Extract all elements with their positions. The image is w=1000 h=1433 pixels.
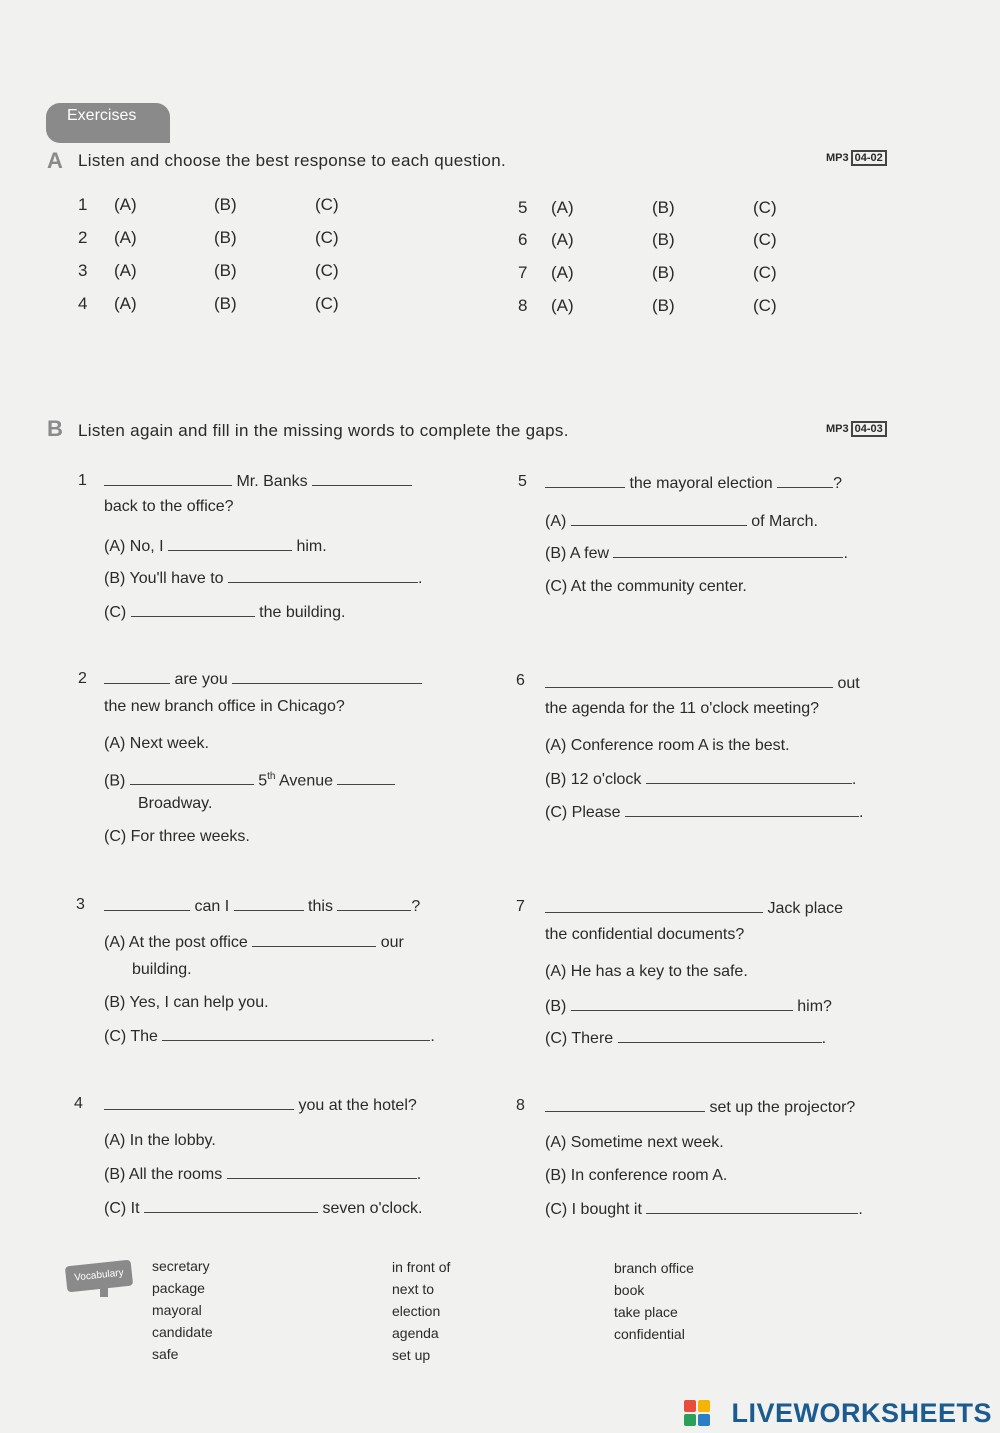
question-2-number: 2 — [78, 670, 87, 687]
opt-text: (C) I bought it — [545, 1201, 642, 1218]
vocab-word: in front of — [392, 1259, 451, 1275]
question-1-number: 1 — [78, 472, 87, 489]
question-5-option-c: (C) At the community center. — [545, 578, 747, 595]
question-5-option-b — [545, 543, 848, 564]
q-text: ? — [833, 475, 842, 492]
option-a[interactable]: (A) — [114, 294, 137, 313]
blank[interactable] — [227, 1164, 417, 1179]
opt-text: of March. — [751, 513, 818, 530]
vocabulary-badge: Vocabulary — [65, 1260, 133, 1293]
row-number: 4 — [78, 294, 88, 313]
row-number: 1 — [78, 195, 88, 214]
blank[interactable] — [777, 473, 833, 488]
question-2-line-1 — [104, 669, 422, 690]
blank[interactable] — [162, 1026, 430, 1041]
question-1-line-2: back to the office? — [104, 498, 234, 515]
question-1-option-a — [104, 536, 327, 557]
question-8-option-c — [545, 1199, 863, 1220]
question-5-line-1 — [545, 473, 842, 494]
blank[interactable] — [571, 511, 747, 526]
opt-text: (C) It — [104, 1200, 140, 1217]
vocab-word: safe — [152, 1346, 179, 1362]
question-2-option-b — [104, 767, 395, 791]
superscript: th — [267, 771, 276, 782]
section-a-title: Listen and choose the best response to each question. — [78, 151, 506, 170]
opt-text: (B) A few — [545, 545, 610, 562]
opt-text: (A) — [545, 513, 567, 530]
blank[interactable] — [234, 896, 304, 911]
blank[interactable] — [252, 932, 376, 947]
question-7-line-2: the confidential documents? — [545, 926, 745, 943]
question-2-line-2: the new branch office in Chicago? — [104, 698, 345, 715]
question-3-option-c — [104, 1026, 435, 1047]
blank[interactable] — [232, 669, 422, 684]
question-6-option-b — [545, 769, 856, 790]
option-a[interactable]: (A) — [114, 228, 137, 247]
blank[interactable] — [625, 802, 859, 817]
row-number: 3 — [78, 261, 88, 280]
question-8-number: 8 — [516, 1097, 525, 1114]
vocabulary-column-1 — [152, 1255, 213, 1365]
section-b-letter: B — [47, 416, 63, 441]
vocab-word: secretary — [152, 1258, 210, 1274]
blank[interactable] — [131, 602, 255, 617]
vocab-word: confidential — [614, 1326, 685, 1342]
opt-text: (B) All the rooms — [104, 1166, 223, 1183]
question-4-option-a: (A) In the lobby. — [104, 1132, 216, 1149]
question-8-option-b: (B) In conference room A. — [545, 1167, 728, 1184]
question-1-option-b — [104, 568, 422, 589]
opt-text: . — [418, 570, 423, 587]
opt-text: (A) At the post office — [104, 934, 248, 951]
section-b-title: Listen again and fill in the missing words to complete the gaps. — [78, 421, 569, 440]
question-7-option-b — [545, 996, 832, 1017]
blank[interactable] — [104, 669, 170, 684]
question-6-line-1 — [545, 673, 860, 694]
option-b[interactable]: (B) — [214, 228, 237, 247]
option-c[interactable]: (C) — [315, 228, 339, 247]
blank[interactable] — [545, 473, 625, 488]
question-4-number: 4 — [74, 1095, 83, 1112]
option-b[interactable]: (B) — [652, 296, 675, 315]
option-b[interactable]: (B) — [214, 195, 237, 214]
opt-text: . — [821, 1030, 827, 1047]
row-number: 2 — [78, 228, 88, 247]
blank[interactable] — [104, 471, 232, 486]
vocabulary-column-2 — [392, 1256, 450, 1366]
option-b[interactable]: (B) — [214, 261, 237, 280]
section-a-audio-label — [826, 152, 887, 164]
vocab-word: election — [392, 1303, 441, 1319]
vocab-word: package — [152, 1280, 205, 1296]
question-3-option-a-cont: building. — [132, 961, 192, 978]
option-a[interactable]: (A) — [114, 195, 137, 214]
question-5-number: 5 — [518, 473, 527, 490]
vocab-word: take place — [614, 1304, 678, 1320]
blank[interactable] — [545, 898, 763, 913]
mp3-prefix: MP3 — [826, 423, 849, 435]
opt-text: . — [858, 1201, 863, 1218]
blank[interactable] — [168, 536, 292, 551]
question-1-line-1 — [104, 471, 412, 492]
q-text: this — [308, 898, 333, 915]
option-a[interactable]: (A) — [114, 261, 137, 280]
question-1-option-c — [104, 602, 345, 623]
option-c[interactable]: (C) — [315, 261, 339, 280]
q-text: ? — [411, 898, 421, 915]
liveworksheets-logo-icon — [684, 1400, 710, 1426]
blank[interactable] — [545, 1097, 705, 1112]
blank[interactable] — [312, 471, 412, 486]
q-text: the mayoral election — [629, 475, 773, 492]
question-7-line-1 — [545, 898, 843, 919]
mp3-track: 04-02 — [851, 150, 887, 166]
opt-text: our — [380, 934, 404, 951]
opt-text: (B) — [545, 998, 567, 1015]
logo-square-icon — [684, 1400, 696, 1412]
question-3-option-b: (B) Yes, I can help you. — [104, 994, 269, 1011]
q-text: can I — [194, 898, 230, 915]
opt-text: (C) There — [545, 1030, 614, 1047]
question-4-option-b — [104, 1164, 421, 1185]
blank[interactable] — [646, 769, 852, 784]
mp3-prefix: MP3 — [826, 152, 849, 164]
vocab-word: candidate — [152, 1324, 213, 1340]
vocab-word: agenda — [392, 1325, 439, 1341]
blank[interactable] — [337, 770, 395, 785]
q-text: set up the projector? — [709, 1099, 856, 1116]
question-5-option-a — [545, 511, 818, 532]
question-4-line-1 — [104, 1095, 417, 1116]
opt-text: him. — [296, 538, 327, 555]
question-7-option-c — [545, 1028, 826, 1049]
opt-text: Avenue — [279, 772, 334, 790]
option-c[interactable]: (C) — [315, 294, 339, 313]
logo-square-icon — [698, 1414, 710, 1426]
opt-text: . — [430, 1028, 435, 1045]
opt-text: (A) No, I — [104, 538, 164, 555]
logo-square-icon — [698, 1400, 710, 1412]
opt-text: him? — [797, 998, 832, 1015]
option-a[interactable]: (A) — [551, 230, 574, 249]
row-number: 6 — [518, 230, 528, 249]
question-2-option-c: (C) For three weeks. — [104, 828, 250, 845]
q-text: Mr. Banks — [236, 473, 308, 490]
blank[interactable] — [104, 896, 190, 911]
option-c[interactable]: (C) — [753, 198, 777, 217]
question-7-option-a: (A) He has a key to the safe. — [545, 963, 748, 980]
question-7-number: 7 — [516, 898, 525, 915]
row-number: 7 — [518, 263, 528, 282]
opt-text: seven o'clock. — [322, 1200, 423, 1217]
question-2-option-b-cont: Broadway. — [138, 795, 213, 812]
question-8-line-1 — [545, 1097, 855, 1118]
blank[interactable] — [228, 568, 418, 583]
q-text: out — [837, 675, 860, 692]
opt-text: (B) You'll have to — [104, 570, 224, 587]
option-b[interactable]: (B) — [652, 263, 675, 282]
vocab-word: next to — [392, 1281, 435, 1297]
blank[interactable] — [613, 543, 843, 558]
question-6-line-2: the agenda for the 11 o'clock meeting? — [545, 700, 820, 717]
opt-text: 5 — [258, 772, 268, 790]
blank[interactable] — [130, 770, 254, 785]
vocab-word: branch office — [614, 1260, 694, 1276]
option-a[interactable]: (A) — [551, 198, 574, 217]
question-4-option-c — [104, 1198, 422, 1219]
opt-text: (B) — [104, 772, 126, 790]
logo-square-icon — [684, 1414, 696, 1426]
blank[interactable] — [545, 673, 833, 688]
blank[interactable] — [104, 1095, 294, 1110]
option-b[interactable]: (B) — [652, 198, 675, 217]
vocab-word: mayoral — [152, 1302, 202, 1318]
vocabulary-column-3 — [614, 1257, 694, 1345]
question-8-option-a: (A) Sometime next week. — [545, 1134, 724, 1151]
blank[interactable] — [337, 896, 411, 911]
question-6-number: 6 — [516, 672, 525, 689]
question-2-option-a: (A) Next week. — [104, 735, 209, 752]
vocab-word: set up — [392, 1347, 431, 1363]
option-b[interactable]: (B) — [214, 294, 237, 313]
blank[interactable] — [144, 1198, 318, 1213]
q-text: Jack place — [767, 900, 844, 917]
option-b[interactable]: (B) — [652, 230, 675, 249]
blank[interactable] — [646, 1199, 858, 1214]
mp3-track: 04-03 — [851, 421, 887, 437]
vocab-word: book — [614, 1282, 645, 1298]
opt-text: . — [843, 545, 848, 562]
q-text: you at the hotel? — [298, 1097, 417, 1114]
question-6-option-a: (A) Conference room A is the best. — [545, 737, 790, 754]
option-c[interactable]: (C) — [753, 296, 777, 315]
option-c[interactable]: (C) — [753, 230, 777, 249]
section-b-audio-label — [826, 423, 887, 435]
liveworksheets-brand[interactable]: LIVEWORKSHEETS — [731, 1398, 992, 1428]
opt-text: . — [859, 804, 864, 821]
question-3-line-1 — [104, 896, 420, 917]
option-c[interactable]: (C) — [753, 263, 777, 282]
q-text: are you — [174, 671, 228, 688]
question-3-number: 3 — [76, 896, 85, 913]
option-c[interactable]: (C) — [315, 195, 339, 214]
option-a[interactable]: (A) — [551, 263, 574, 282]
row-number: 5 — [518, 198, 528, 217]
option-a[interactable]: (A) — [551, 296, 574, 315]
blank[interactable] — [571, 996, 793, 1011]
opt-text: . — [416, 1166, 422, 1183]
opt-text: . — [851, 771, 857, 788]
opt-text: (C) The — [104, 1028, 158, 1045]
question-3-option-a — [104, 932, 404, 953]
opt-text: (B) 12 o'clock — [545, 771, 642, 788]
question-6-option-c — [545, 802, 863, 823]
opt-text: (C) Please — [545, 804, 621, 821]
opt-text: (C) — [104, 604, 127, 621]
blank[interactable] — [618, 1028, 822, 1043]
row-number: 8 — [518, 296, 528, 315]
exercises-tab: Exercises — [46, 103, 170, 143]
section-a-letter: A — [47, 148, 63, 173]
opt-text: the building. — [259, 604, 346, 621]
